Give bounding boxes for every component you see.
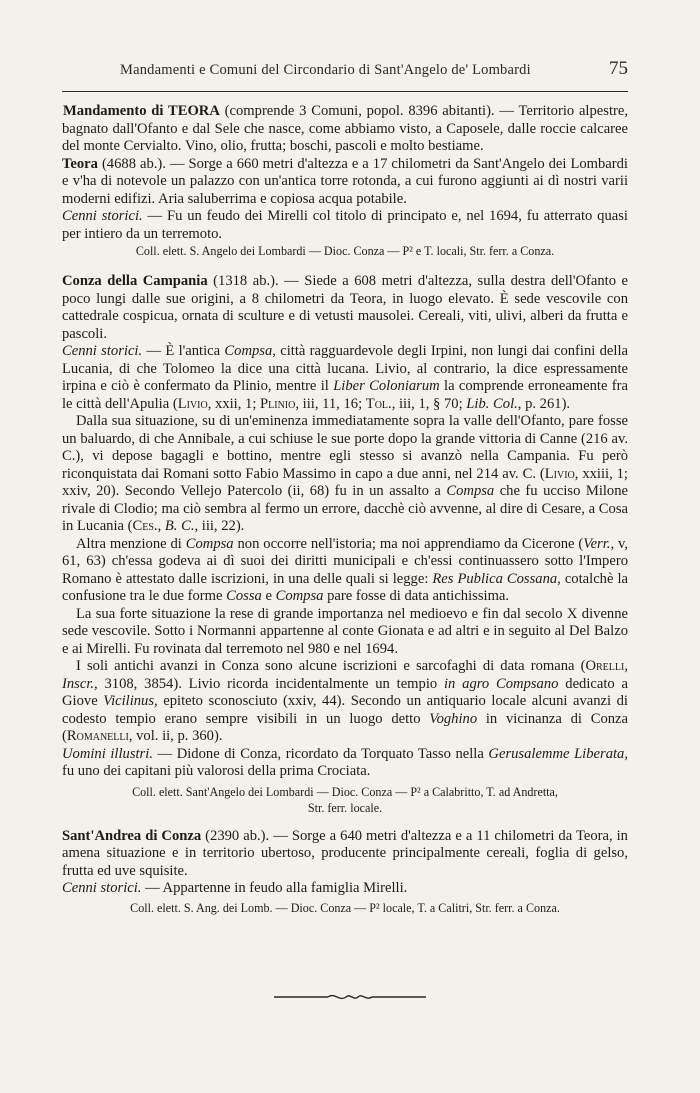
page-body [62, 103, 628, 916]
page-header [62, 60, 628, 86]
conza-p3-text-b: non occorre nell'istoria; ma noi apprendiamo da Cicerone ( [233, 535, 584, 552]
conza-p5-text-c: , 3108, 3854). Livio ricorda incidentalmente un tempio [94, 675, 444, 692]
conza-paragraph-3 [62, 536, 628, 606]
page-number: 75 [609, 58, 628, 79]
conza-p6-gerusalemme: Gerusalemme Liberata [488, 745, 625, 762]
conza-coll-line-1: Coll. elett. Sant'Angelo dei Lombardi — Dioc. Conza — P² a Calabritto, T. ad Andretta, [132, 784, 558, 799]
conza-p2-compsa: Compsa [446, 483, 495, 499]
andrea-intro-paragraph [62, 828, 628, 881]
conza-p1-lib: Lib. Col. [466, 395, 518, 412]
header-rule [62, 91, 628, 92]
conza-p5-inscr: Inscr. [62, 675, 95, 692]
conza-p5-voghino: Voghino [429, 710, 478, 727]
conza-p1-text-g: , p. 261). [517, 395, 571, 412]
andrea-intro-text: (2390 ab.). — Sorge a 640 metri d'altezza e a 11 chilometri da Teora, in amena situazione e in territorio ubertoso, producente principalmente cereali, foglia di gelso, frutta ed uve squisite. [62, 827, 628, 879]
conza-p3-text-c: , v, 61, 63) ch'essa godeva ai dì suoi dei diritti municipali e ch'essi continuassero sotto l'Impero Romano è attestato dalle iscrizioni, in una delle quali si legge: [62, 535, 628, 587]
section-conza [62, 273, 628, 816]
conza-p3-verr: Verr. [583, 535, 611, 552]
conza-intro-paragraph [62, 273, 628, 343]
conza-p2-bc: B. C. [164, 518, 195, 534]
andrea-cenni-paragraph [62, 880, 628, 898]
section-sant-andrea [62, 828, 628, 916]
conza-p1-livio: Livio [177, 395, 208, 412]
ornament-divider [270, 990, 430, 1004]
conza-uomini-paragraph [62, 746, 628, 781]
conza-p2-text-b: , xxiii, 1; xxiv, 20). Secondo Vellejo Patercolo (ii, 68) fu in un assalto a [62, 465, 628, 499]
conza-p2-livio: Livio [544, 465, 575, 482]
conza-p1-tol: Tol. [365, 395, 392, 412]
conza-p1-compsa: Compsa [224, 343, 273, 359]
conza-p6-text-b: , fu uno dei capitani più valorosi della prima Crociata. [62, 745, 628, 779]
conza-p2-text-c: che fu ucciso Milone rivale di Clodio; ma ciò sembra al fermo un errore, dacchè ciò avvenne, al dire di Cesare, a Cosa in Lucania ( [62, 483, 628, 534]
conza-p3-res: Res Publica Cossana [432, 570, 558, 587]
conza-p1-text-d: , xxii, 1; [207, 395, 261, 412]
section-teora [62, 103, 628, 259]
conza-p5-romanelli: Romanelli [66, 728, 129, 744]
conza-p3-text-a: Altra menzione di [76, 535, 186, 552]
conza-p5-text-f: in vicinanza di Conza ( [62, 710, 628, 744]
running-title: Mandamenti e Comuni del Circondario di Sant'Angelo de' Lombardi [120, 62, 531, 78]
conza-p3-cossa: Cossa [226, 588, 262, 604]
teora-cenni-paragraph [62, 208, 628, 243]
conza-p2-text-d: , [157, 518, 165, 534]
conza-paragraph-2 [62, 413, 628, 536]
conza-p1-plinio: Plinio [260, 395, 296, 412]
teora-intro-paragraph [62, 103, 628, 156]
conza-p5-text-a: I soli antichi avanzi in Conza sono alcune iscrizioni e sarcofaghi di data romana ( [76, 658, 586, 674]
conza-paragraph-4 [62, 606, 628, 659]
conza-p2-text-a: Dalla sua situazione, su di un'eminenza immediatamente sopra la valle dell'Ofanto, pare fosse un baluardo, di che Annibale, a cui schiuse le sue porte dopo la grande vittoria di Canne (216 av. C.), vi depose bagagli e bottino, mentre egli stesso si avanzò nella Campania. Fu però riconquistata dai Romani sotto Fabio Massimo in capo a due anni, nel 214 av. C. ( [62, 413, 628, 482]
conza-p5-text-d: dedicato a Giove [62, 675, 628, 709]
teora-cenni-text: — Fu un feudo dei Mirelli col titolo di principato e, nel 1694, fu atterrato quasi per intiero da un terremoto. [62, 208, 628, 242]
teora-cenni-label: Cenni storici. [62, 208, 143, 224]
section-gap [62, 259, 628, 273]
andrea-heading: Sant'Andrea di Conza [62, 827, 202, 844]
conza-p1-text-a: — È l'antica [142, 343, 225, 359]
conza-p1-text-b: , città ragguardevole degli Irpini, non lungi dai confini della Lucania, di che Tolomeo la dice una città lucana. Livio, al contrario, la dice espressamente irpina e ciò è confermato da Plinio, mentre il [62, 343, 628, 394]
teora-heading: Mandamento di TEORA [63, 103, 220, 119]
conza-cenni-label: Cenni storici. [62, 343, 143, 359]
teora-town-text: (4688 ab.). — Sorge a 660 metri d'altezza e a 17 chilometri da Sant'Angelo dei Lombardi e v'ha di notevole un palazzo con un'antica torre rotonda, a cui furono aggiunti ai dì nostri varii moderni edifizi. Aria saluberrima e copiosa acqua potabile. [62, 155, 628, 207]
conza-p1-liber: Liber Coloniarum [333, 378, 440, 394]
conza-p5-orelli: Orelli [585, 658, 625, 674]
teora-coll-line: Coll. elett. S. Angelo dei Lombardi — Dioc. Conza — P² e T. locali, Str. ferr. a Conza. [135, 244, 555, 258]
conza-p5-vicilinus: Vicilinus [103, 693, 155, 709]
section-gap [62, 816, 628, 828]
andrea-cenni-label: Cenni storici. [62, 880, 142, 896]
conza-p3-text-d: , cotalchè la confusione tra le due forme [62, 570, 628, 604]
conza-p4-text: La sua forte situazione la rese di grande importanza nel medioevo e fin dal secolo X divenne sede vescovile. Sotto i Normanni appartenne al conte Gionata e ad altri e in seguito al Del Balzo e ai Mirelli. Fu rovinata dal terremoto nel 980 e nel 1694. [62, 605, 628, 657]
teora-intro-text: (comprende 3 Comuni, popol. 8396 abitanti). — Territorio alpestre, bagnato dall'Ofanto e dal Sele che nasce, come abbiamo visto, a Caposele, dalle roccie calcaree del monte Cervialto. Vino, olio, frutta; boschi, pascoli e molto bestiame. [62, 103, 628, 154]
conza-p5-text-e: , epiteto sconosciuto (xxiv, 44). Secondo un antiquario locale alcuni avanzi di codesto tempio erano sempre visibili in un luogo detto [62, 693, 628, 727]
conza-heading: Conza della Campania [62, 273, 208, 289]
conza-p2-text-e: , iii, 22). [194, 518, 245, 534]
conza-p1-text-e: , iii, 11, 16; [295, 395, 366, 412]
conza-p5-agro: in agro Compsano [444, 675, 559, 692]
conza-p3-text-e: e [261, 588, 276, 604]
conza-coll-line-2: Str. ferr. locale. [307, 800, 383, 815]
conza-p1-text-c: la comprende erroneamente fra le città dell'Apulia ( [62, 378, 628, 412]
conza-p1-text-f: , iii, 1, § 70; [391, 395, 467, 412]
conza-p3-compsa2: Compsa [275, 588, 324, 604]
conza-p2-ces: Ces. [132, 518, 158, 534]
andrea-coll-line: Coll. elett. S. Ang. dei Lomb. — Dioc. Conza — P² locale, T. a Calitri, Str. ferr. a Conza. [130, 900, 560, 915]
conza-p3-compsa: Compsa [185, 535, 234, 552]
conza-p5-text-g: , vol. ii, p. 360). [128, 728, 223, 744]
conza-p6-text-a: — Didone di Conza, ricordato da Torquato Tasso nella [152, 745, 489, 762]
teora-town-paragraph [62, 156, 628, 209]
conza-uomini-label: Uomini illustri. [62, 745, 153, 762]
conza-p3-text-f: pare fosse di data antichissima. [323, 588, 510, 604]
conza-intro-text: (1318 ab.). — Siede a 608 metri d'altezza, sulla destra dell'Ofanto e poco lungi dalle sue origini, a 8 chilometri da Teora, in luogo elevato. È sede vescovile con cattedrale cospicua, ornata di sculture e di vetusti mausolei. Cereali, viti, ulivi, alberi da frutta e pascoli. [62, 273, 628, 342]
conza-p5-text-b: , [624, 658, 628, 674]
conza-cenni-paragraph [62, 343, 628, 413]
teora-town-heading: Teora [62, 155, 98, 172]
conza-paragraph-5 [62, 658, 628, 746]
andrea-cenni-text: — Appartenne in feudo alla famiglia Mirelli. [141, 880, 408, 896]
